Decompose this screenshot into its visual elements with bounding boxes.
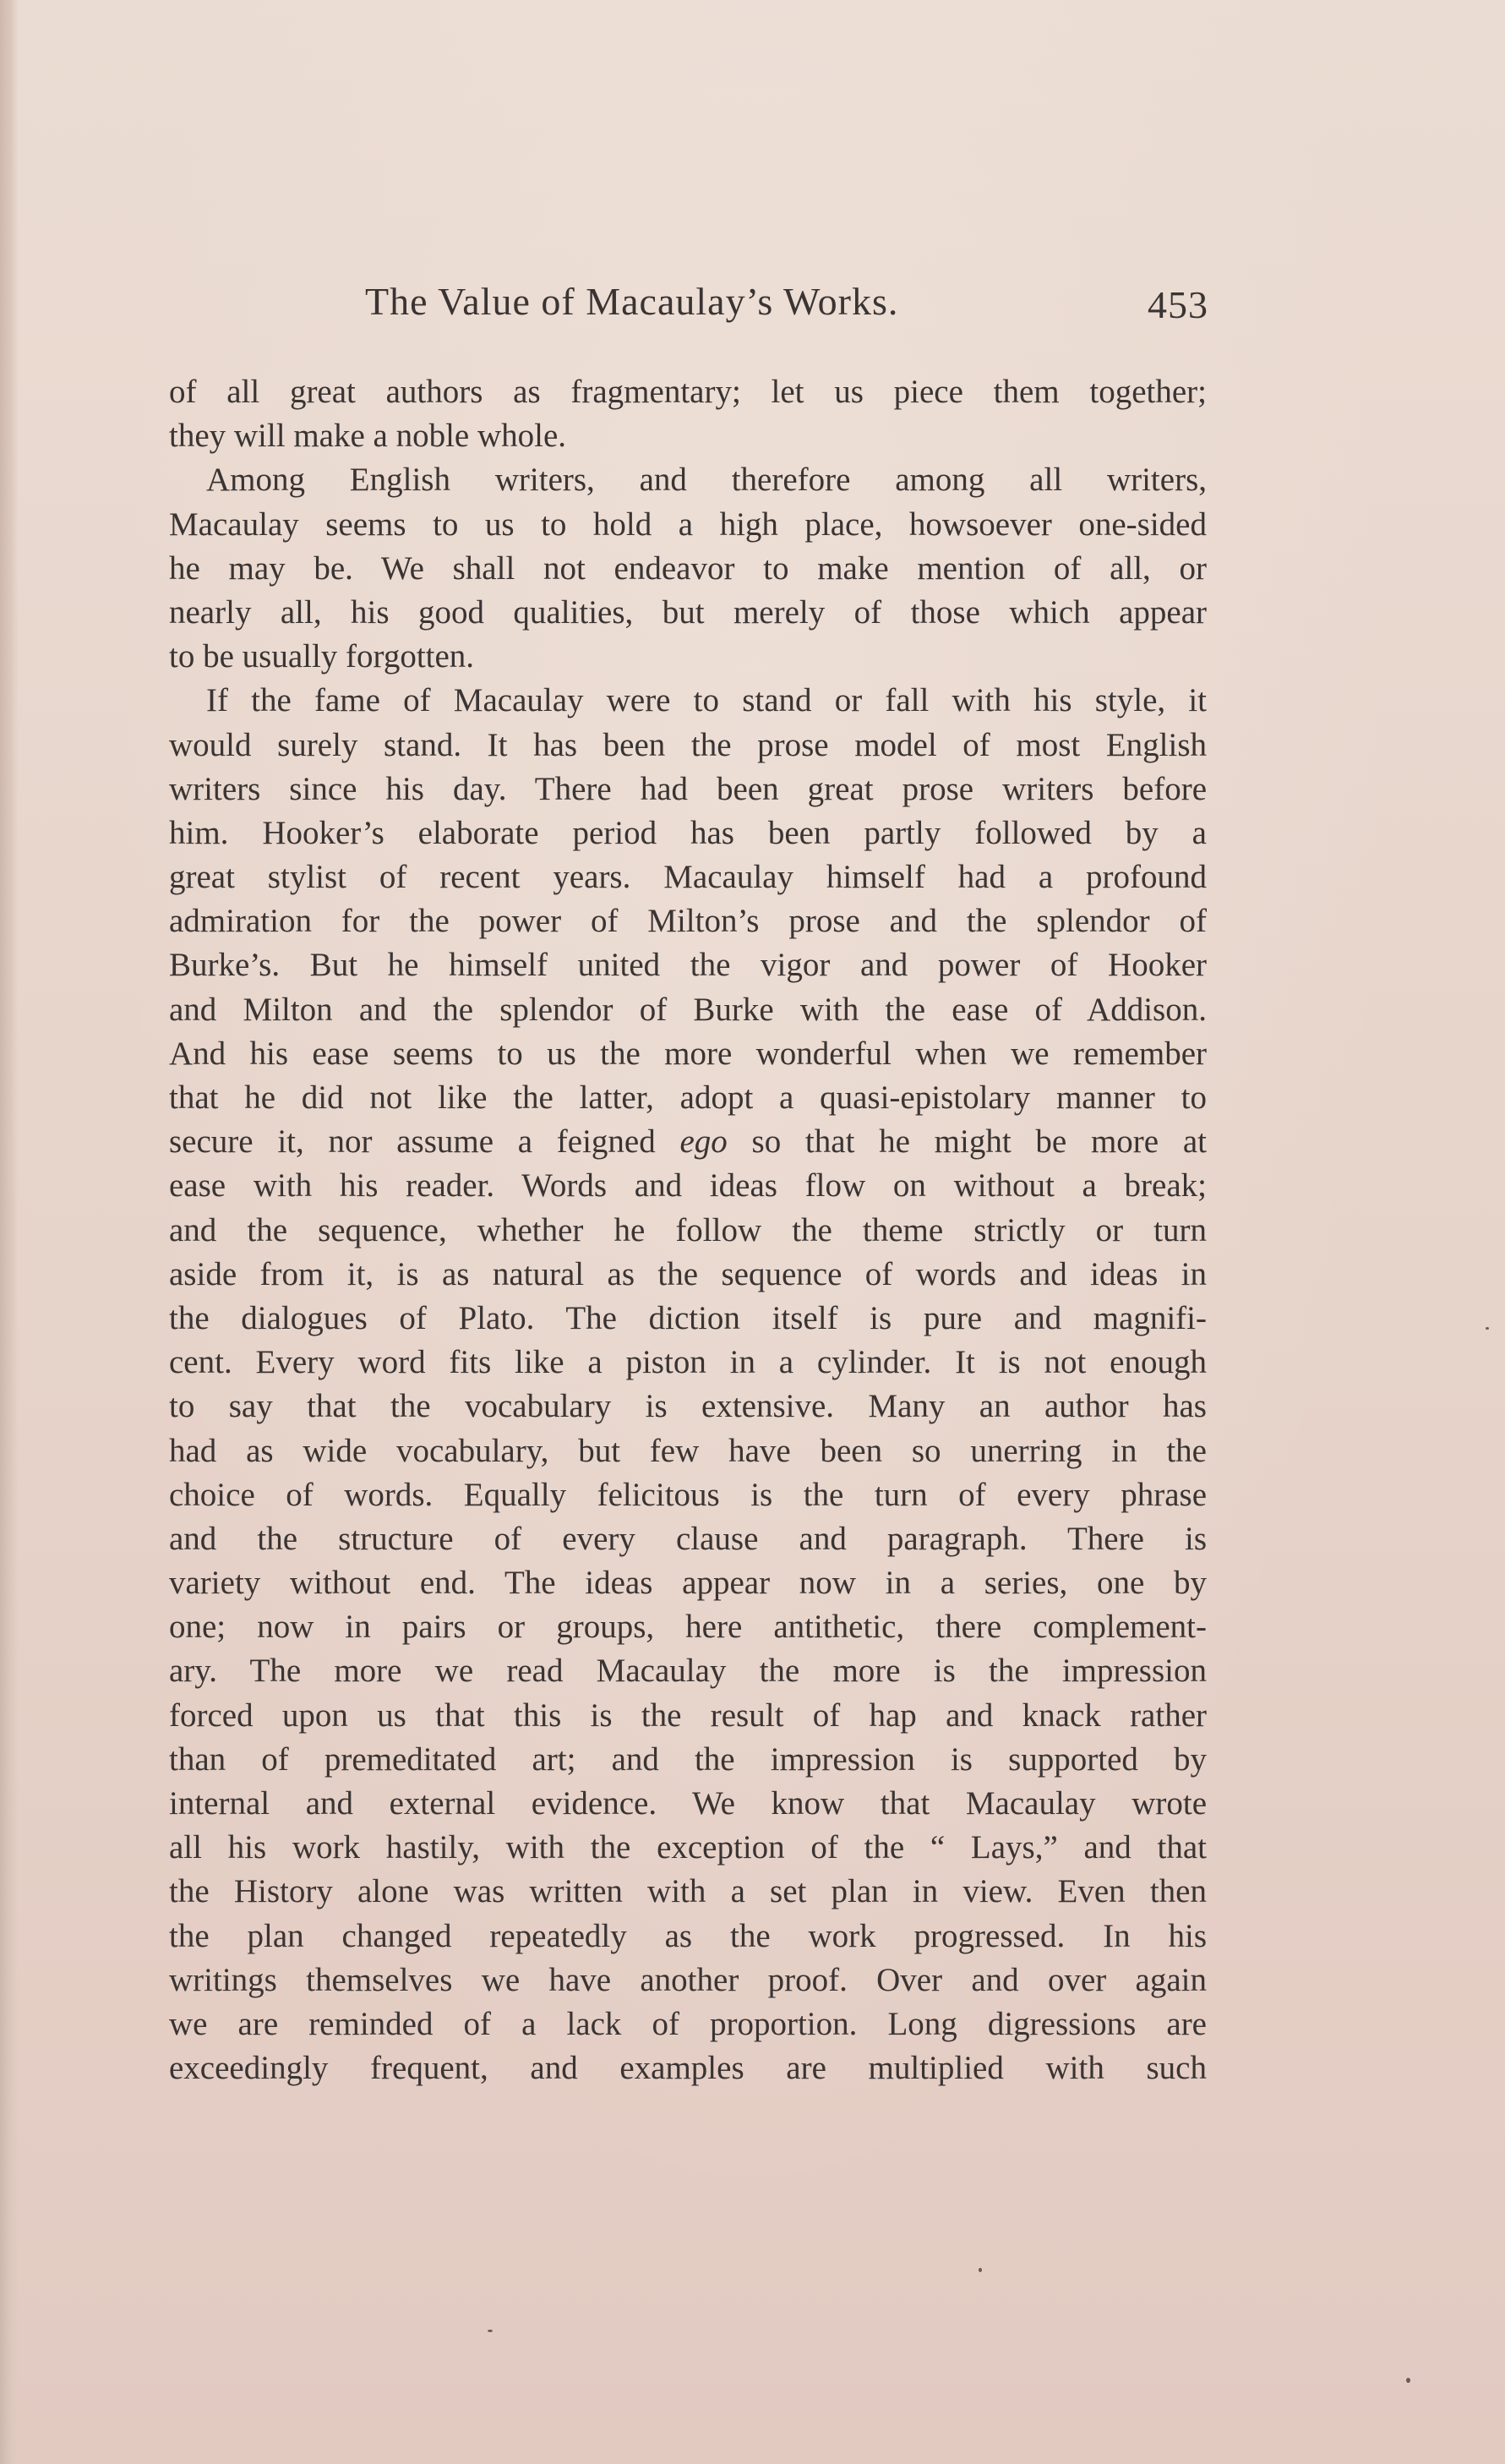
- paper-speck: [979, 2268, 982, 2272]
- text-line: would surely stand. It has been the prose model of most English: [169, 726, 1207, 763]
- page-number: 453: [1148, 283, 1208, 326]
- text-line: the plan changed repeatedly as the work progressed. In his: [169, 1917, 1207, 1954]
- text-line: that he did not like the latter, adopt a quasi-epistolary manner to: [169, 1079, 1207, 1116]
- paper-speck: [1486, 1327, 1489, 1330]
- text-line: the History alone was written with a set plan in view. Even then: [169, 1873, 1207, 1910]
- text-line: him. Hooker’s elaborate period has been partly followed by a: [169, 814, 1207, 851]
- text-line: great stylist of recent years. Macaulay himself had a profound: [169, 859, 1207, 896]
- italic-word: ego: [679, 1123, 728, 1161]
- text-line: ease with his reader. Words and ideas flow on without a break;: [169, 1167, 1207, 1205]
- text-line: admiration for the power of Milton’s prose and the splendor of: [169, 903, 1207, 940]
- text-line: Among English writers, and therefore among all writers,: [206, 462, 1207, 499]
- text-line: he may be. We shall not endeavor to make mention of all, or: [169, 549, 1207, 587]
- text-line: we are reminded of a lack of proportion. Long digressions are: [169, 2005, 1207, 2042]
- text-line: choice of words. Equally felicitous is the turn of every phrase: [169, 1476, 1207, 1513]
- text-line: nearly all, his good qualities, but merely of those which appear: [169, 593, 1207, 631]
- text-line: internal and external evidence. We know that Macaulay wrote: [169, 1785, 1207, 1822]
- text-line: exceedingly frequent, and examples are multiplied with such: [169, 2050, 1207, 2087]
- text-line: than of premeditated art; and the impression is supported by: [169, 1740, 1207, 1778]
- text-line: forced upon us that this is the result of hap and knack rather: [169, 1696, 1207, 1734]
- text-line: one; now in pairs or groups, here antithetic, there complement-: [169, 1609, 1207, 1646]
- text-line: aside from it, is as natural as the sequence of words and ideas in: [169, 1255, 1207, 1292]
- text-line: Macaulay seems to us to hold a high place, howsoever one-sided: [169, 505, 1207, 543]
- text-line: the dialogues of Plato. The diction itself is pure and magnifi-: [169, 1299, 1207, 1336]
- text-line: writings themselves we have another proof. Over and over again: [169, 1961, 1207, 1998]
- text-line: had as wide vocabulary, but few have been so unerring in the: [169, 1432, 1207, 1469]
- text-line: writers since his day. There had been great prose writers before: [169, 770, 1207, 807]
- text-line: secure it, nor assume a feigned ego so that he might be more at: [169, 1123, 1207, 1161]
- page-header: [169, 279, 1208, 347]
- text-line: of all great authors as fragmentary; let us piece them together;: [169, 374, 1207, 410]
- text-line: and the structure of every clause and paragraph. There is: [169, 1520, 1207, 1557]
- text-line: variety without end. The ideas appear now in a series, one by: [169, 1565, 1207, 1602]
- text-line: cent. Every word fits like a piston in a cylinder. It is not enough: [169, 1344, 1207, 1381]
- page-gutter-shadow: [0, 0, 19, 2464]
- body-text: [169, 370, 1207, 2090]
- text-line: all his work hastily, with the exception of the “ Lays,” and that: [169, 1829, 1207, 1866]
- text-line: And his ease seems to us the more wonderful when we remember: [169, 1035, 1207, 1072]
- text-line: to say that the vocabulary is extensive. Many an author has: [169, 1388, 1207, 1425]
- text-line: If the fame of Macaulay were to stand or fall with his style, it: [206, 682, 1207, 719]
- paper-speck: [1406, 2378, 1410, 2383]
- text-line: Burke’s. But he himself united the vigor and power of Hooker: [169, 947, 1207, 984]
- running-title: The Value of Macaulay’s Works.: [365, 280, 899, 323]
- paper-speck: [488, 2330, 493, 2332]
- text-line: they will make a noble whole.: [169, 418, 567, 455]
- text-line: and the sequence, whether he follow the theme strictly or turn: [169, 1211, 1207, 1248]
- text-line: and Milton and the splendor of Burke with the ease of Addison.: [169, 991, 1207, 1028]
- text-line: ary. The more we read Macaulay the more is the impression: [169, 1653, 1207, 1690]
- text-line: to be usually forgotten.: [169, 638, 475, 675]
